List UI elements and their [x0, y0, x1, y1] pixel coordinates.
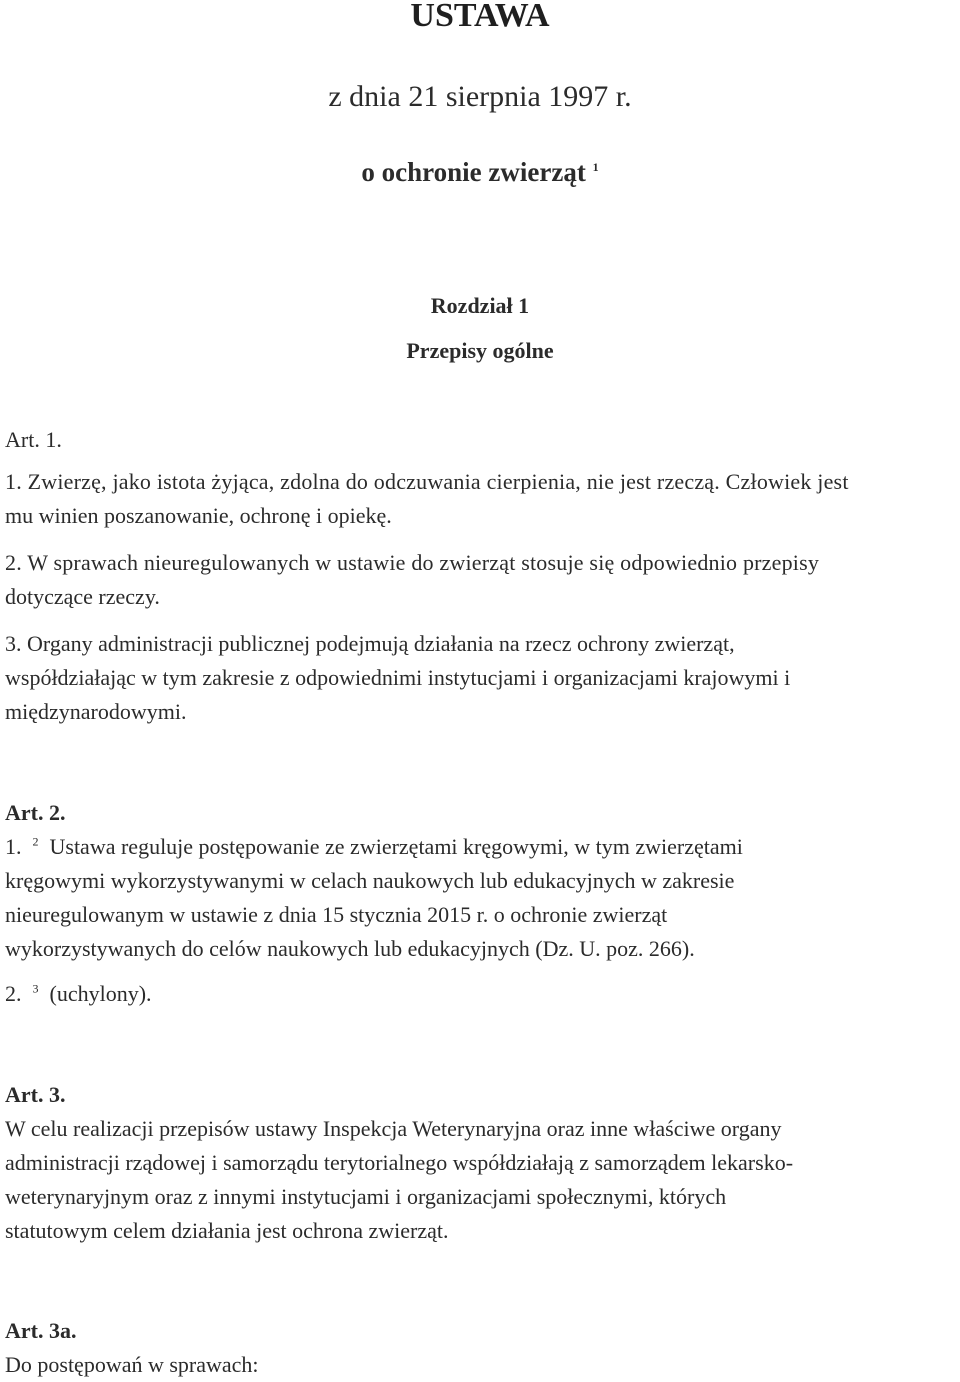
footnote-3[interactable]: 3 — [32, 981, 39, 996]
art2-p2-text: (uchylony). — [49, 981, 152, 1006]
chapter-number: Rozdział 1 — [430, 293, 530, 318]
art3-line-1: W celu realizacji przepisów ustawy Inspekcja Weterynaryjna oraz inne właściwe organy — [5, 1116, 782, 1141]
art1-line-3: 2. W sprawach nieuregulowanych w ustawie do zwierząt stosuje się odpowiednio przepisy — [5, 550, 820, 575]
art2-p1-line-2: kręgowymi wykorzystywanymi w celach naukowych lub edukacyjnych w zakresie — [5, 868, 735, 893]
art1-line-6: współdziałając w tym zakresie z odpowiednimi instytucjami i organizacjami krajowymi i — [5, 665, 791, 690]
footnote-1[interactable]: 1 — [592, 160, 599, 174]
art2-p1-number: 1. — [5, 834, 22, 859]
act-subject — [0, 152, 960, 192]
chapter-name: Przepisy ogólne — [406, 338, 554, 363]
art3-line-4: statutowym celem działania jest ochrona zwierząt. — [5, 1218, 449, 1243]
art1-line-5: 3. Organy administracji publicznej podejmują działania na rzecz ochrony zwierząt, — [5, 631, 735, 656]
art1-line-2: mu winien poszanowanie, ochronę i opiekę. — [5, 503, 392, 528]
art2-p1-line-1 — [5, 830, 743, 864]
art2-p1-line-3: nieuregulowanym w ustawie z dnia 15 stycznia 2015 r. o ochronie zwierząt — [5, 902, 668, 927]
art3-line-2: administracji rządowej i samorządu terytorialnego współdziałają z samorządem lekarsko- — [5, 1150, 794, 1175]
art1-line-4: dotyczące rzeczy. — [5, 584, 160, 609]
art1-line-7: międzynarodowymi. — [5, 699, 187, 724]
art2-p2-number: 2. — [5, 981, 22, 1006]
art3a-heading: Art. 3a. — [5, 1318, 77, 1343]
act-date: z dnia 21 sierpnia 1997 r. — [328, 80, 632, 113]
art1-heading: Art. 1. — [5, 427, 62, 452]
art2-p1-first: Ustawa reguluje postępowanie ze zwierzętami kręgowymi, w tym zwierzętami — [49, 834, 743, 859]
art1-line-1: 1. Zwierzę, jako istota żyjąca, zdolna do odczuwania cierpienia, nie jest rzeczą. Człowiek jest — [5, 469, 849, 494]
act-title: USTAWA — [410, 0, 550, 34]
footnote-2[interactable]: 2 — [32, 834, 39, 849]
art2-p1-line-4: wykorzystywanych do celów naukowych lub edukacyjnych (Dz. U. poz. 266). — [5, 936, 695, 961]
art3-heading: Art. 3. — [5, 1082, 66, 1107]
art3-line-3: weterynaryjnym oraz z innymi instytucjami i organizacjami społecznymi, których — [5, 1184, 727, 1209]
art2-p2 — [5, 977, 152, 1011]
act-subject-text: o ochronie zwierząt — [361, 157, 586, 187]
art3a-intro: Do postępowań w sprawach: — [5, 1352, 259, 1377]
art2-heading: Art. 2. — [5, 800, 66, 825]
